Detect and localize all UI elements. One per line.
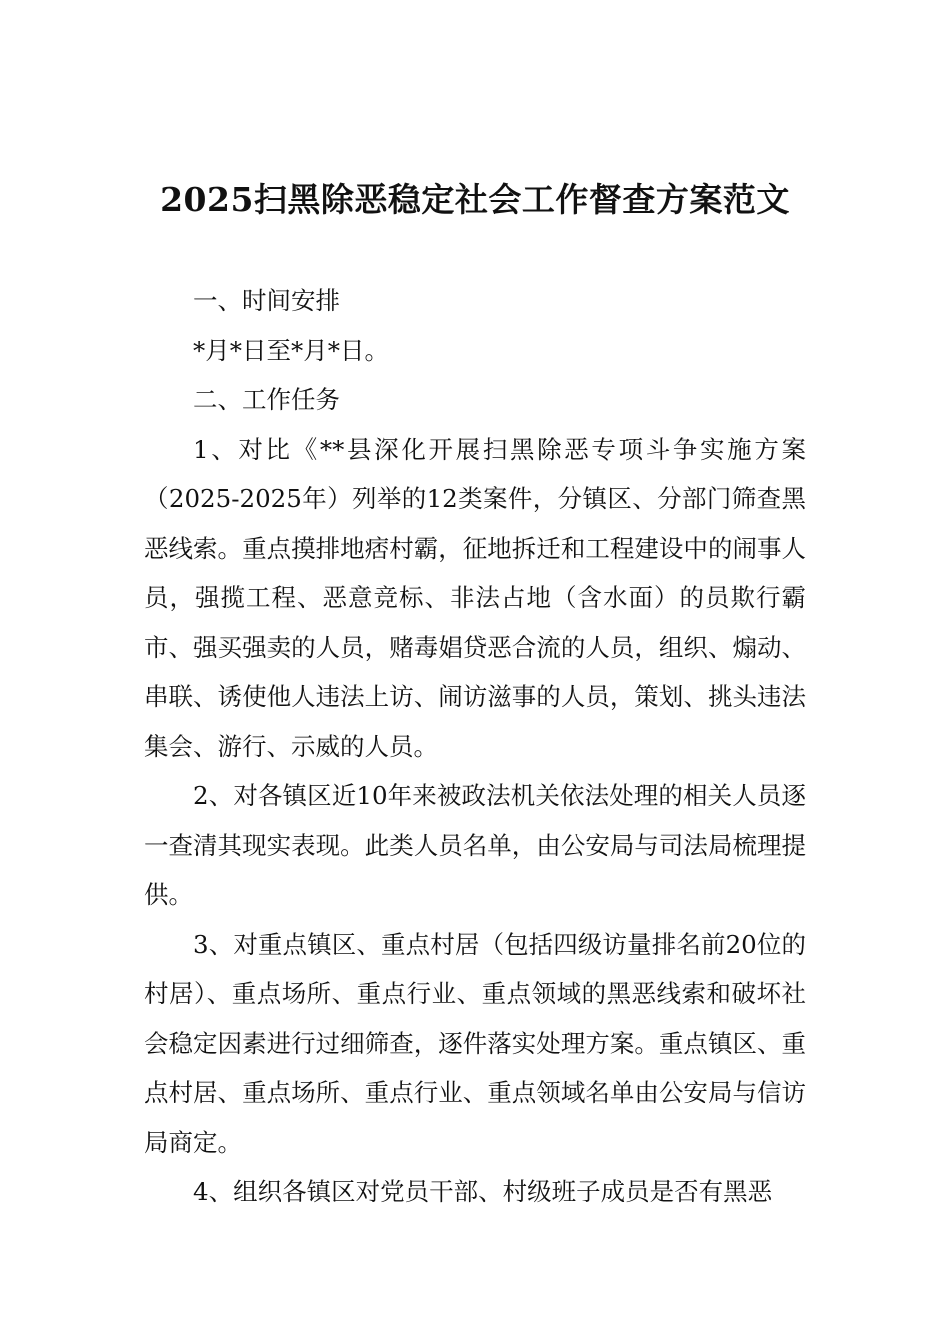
task-item-1: 1、对比《**县深化开展扫黑除恶专项斗争实施方案（2025-2025年）列举的12类案件，分镇区、分部门筛查黑恶线索。重点摸排地痞村霸，征地拆迁和工程建设中的闹事人员，强揽工程、恶意竞标、非法占地（含水面）的员欺行霸市、强买强卖的人员，赌毒娼贷恶合流的人员，组织、煽动、串联、诱使他人违法上访、闹访滋事的人员，策划、挑头违法集会、游行、示威的人员。 (144, 434, 806, 761)
document-body (144, 276, 806, 1217)
task-item-2: 2、对各镇区近10年来被政法机关依法处理的相关人员逐一查清其现实表现。此类人员名单，由公安局与司法局梳理提供。 (144, 781, 806, 909)
section-heading-tasks: 二、工作任务 (193, 385, 340, 414)
schedule-dates: *月*日至*月*日。 (193, 335, 389, 365)
task-item-4: 4、组织各镇区对党员干部、村级班子成员是否有黑恶 (193, 1177, 773, 1206)
task-item-3: 3、对重点镇区、重点村居（包括四级访量排名前20位的村居）、重点场所、重点行业、重点领域的黑恶线索和破坏社会稳定因素进行过细筛查，逐件落实处理方案。重点镇区、重点村居、重点场所、重点行业、重点领域名单由公安局与信访局商定。 (144, 929, 806, 1157)
document-title: 2025扫黑除恶稳定社会工作督查方案范文 (160, 180, 790, 219)
section-heading-schedule: 一、时间安排 (193, 286, 340, 315)
